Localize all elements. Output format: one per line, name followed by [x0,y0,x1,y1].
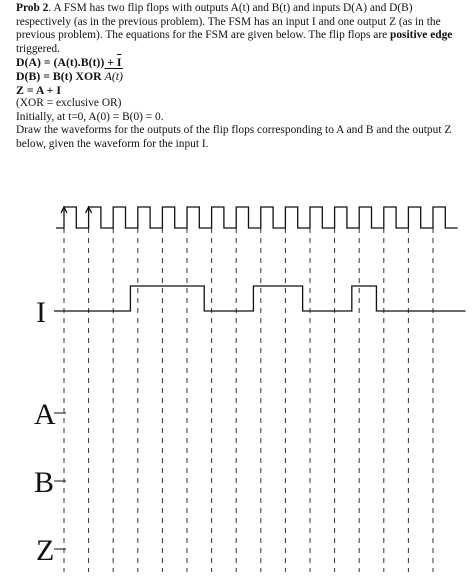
signal-label-b: B [34,466,55,499]
task-instructions: Draw the waveforms for the outputs of the flip flops corresponding to A and B and the output Z below, given the waveform for the input I. [16,124,452,150]
xor-note: (XOR = exclusive OR) [16,97,122,110]
clock-waveform [56,207,458,228]
a-bar: A(t) [104,68,123,83]
initial-conditions: Initially, at t=0, A(0) = B(0) = 0. [16,110,164,123]
clock-edge-gridlines [64,228,433,572]
problem-number: Prob 2 [16,2,49,14]
i-bar: $\overline{I}$ [116,55,122,70]
problem-intro: Prob 2. A FSM has two flip flops with outputs A(t) and B(t) and inputs D(A) and D(B) respectively (as in the previous problem). The FSM has an input I and one output Z (as in the previous problem). The equations for the FSM are given below. The flip flops are positive edge triggered. [16,2,453,55]
clock-signal-path [56,207,458,228]
equation-da: $D(A) = (A(t).B(t)) + \overline{I}$ [16,55,122,70]
equation-z: Z = A + I [16,82,61,97]
edge-trigger-text: positive edge [390,29,453,42]
input-i-path [54,286,466,311]
equation-db: D(B) = B(t) XOR A(t) [16,68,123,83]
signal-label-a: A [34,398,56,431]
signal-label-i: I [36,296,46,329]
signal-label-z: Z [36,534,55,567]
input-i-waveform [54,286,466,311]
